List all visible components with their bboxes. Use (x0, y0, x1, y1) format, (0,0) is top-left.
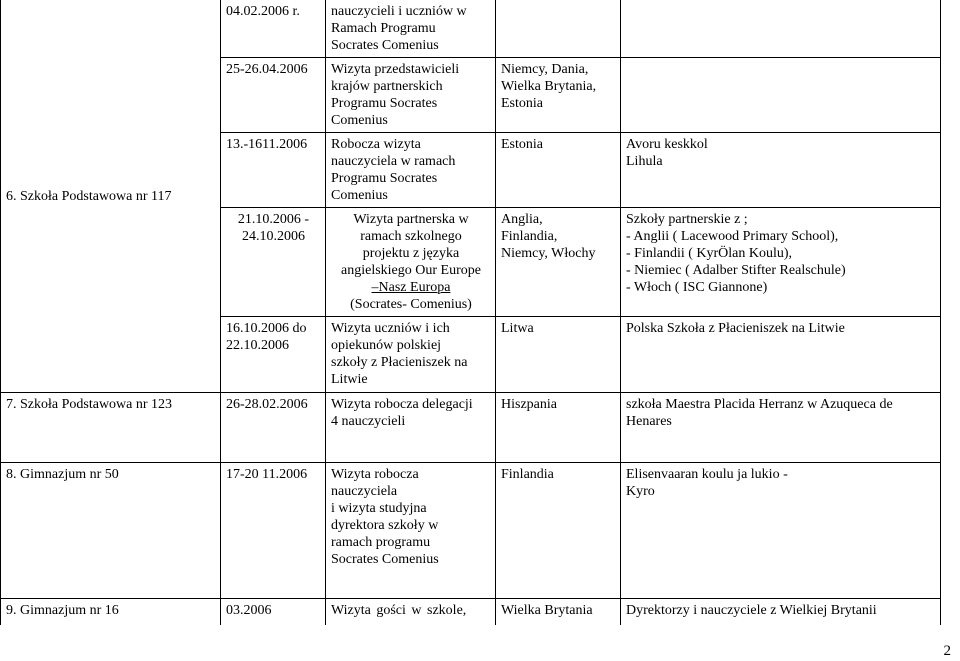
visit-country (496, 208, 621, 317)
visit-country (496, 317, 621, 393)
visit-description-line: projektu z języka (362, 246, 460, 261)
school-name (1, 393, 221, 463)
visit-country-text: Estonia (501, 137, 543, 152)
visit-description (326, 393, 496, 463)
school-name-text: 7. Szkoła Podstawowa nr 123 (6, 397, 173, 412)
visit-description-text: Robocza wizyta nauczyciela w ramach Programu Socrates Comenius (331, 137, 456, 203)
visit-description-text: Wizyta uczniów i ich opiekunów polskiej szkoły z Płacieniszek na Litwie (331, 321, 468, 387)
visit-country-text: Anglia, Finlandia, Niemcy, Włochy (501, 212, 596, 261)
visit-partner-text: Elisenvaaran koulu ja lukio - Kyro (626, 467, 788, 499)
visit-date-text: 17-20 11.2006 (226, 467, 308, 482)
school-name (1, 0, 221, 393)
visit-date-text: 21.10.2006 - 24.10.2006 (237, 212, 310, 244)
visit-date-text: 03.2006 (226, 603, 272, 618)
visit-partner-text: szkoła Maestra Placida Herranz w Azuqueca de Henares (626, 397, 893, 429)
visit-date (221, 599, 326, 625)
table-row (1, 599, 941, 625)
table-row (1, 463, 941, 599)
visit-date-text: 13.-1611.2006 (226, 137, 308, 152)
visit-date-text: 16.10.2006 do 22.10.2006 (226, 321, 307, 353)
visit-description-text: Wizyta przedstawicieli krajów partnerskich Programu Socrates Comenius (331, 62, 460, 128)
visit-description-line: ramach szkolnego (360, 229, 462, 244)
visit-date (221, 208, 326, 317)
visit-date (221, 463, 326, 599)
visit-description (326, 599, 496, 625)
visit-country (496, 0, 621, 58)
visit-country (496, 393, 621, 463)
visit-country-text: Wielka Brytania (501, 603, 593, 618)
visit-partner (621, 208, 941, 317)
visit-partner-text: Avoru keskkol Lihula (626, 137, 708, 169)
table-row (1, 0, 941, 58)
page-number: 2 (943, 643, 951, 659)
visit-description-line: Wizyta partnerska w (353, 212, 469, 227)
visit-description (326, 58, 496, 133)
visit-partner-text: Dyrektorzy i nauczyciele z Wielkiej Brytanii (626, 603, 877, 618)
visit-date-text: 26-28.02.2006 (226, 397, 308, 412)
visit-date (221, 133, 326, 208)
visit-description (326, 133, 496, 208)
visit-description (326, 0, 496, 58)
school-name-text: 9. Gimnazjum nr 16 (6, 603, 119, 618)
visit-date-text: 25-26.04.2006 (226, 62, 308, 77)
visit-description-text: Wizyta robocza nauczyciela i wizyta studyjna dyrektora szkoły w ramach programu Socrates Comenius (331, 467, 439, 567)
visit-country-text: Hiszpania (501, 397, 557, 412)
visit-partner-text: Szkoły partnerskie z ; - Anglii ( Lacewood Primary School), - Finlandii ( KyrÖlan Koulu), - Niemiec ( Adalber Stifter Realschule) - Włoch ( ISC Giannone) (626, 212, 846, 295)
visit-description-text: Wizyta robocza delegacji 4 nauczycieli (331, 397, 473, 429)
table-row (1, 393, 941, 463)
visit-country-text: Finlandia (501, 467, 554, 482)
visit-date-text: 04.02.2006 r. (226, 4, 300, 19)
visit-partner (621, 599, 941, 625)
visit-partner (621, 317, 941, 393)
visit-date (221, 58, 326, 133)
visit-description (326, 463, 496, 599)
visit-country (496, 58, 621, 133)
visit-partner (621, 133, 941, 208)
visit-description-text: nauczycieli i uczniów w Ramach Programu Socrates Comenius (331, 4, 467, 53)
school-name-text: 6. Szkoła Podstawowa nr 117 (6, 188, 172, 204)
visit-country-text: Litwa (501, 321, 534, 336)
visit-date (221, 0, 326, 58)
visit-date (221, 317, 326, 393)
visit-partner-text: Polska Szkoła z Płacieniszek na Litwie (626, 321, 845, 336)
visit-partner (621, 463, 941, 599)
visit-date (221, 393, 326, 463)
visit-country-text: Niemcy, Dania, Wielka Brytania, Estonia (501, 62, 597, 111)
visit-description-text: Wizyta gości w szkole, (331, 603, 467, 618)
visit-country (496, 599, 621, 625)
visit-partner (621, 393, 941, 463)
school-name-text: 8. Gimnazjum nr 50 (6, 467, 119, 482)
visit-country (496, 133, 621, 208)
visit-partner (621, 0, 941, 58)
visit-description-line: (Socrates- Comenius) (350, 297, 472, 312)
visit-description-line: –Nasz Europa (371, 280, 451, 295)
visit-description (326, 208, 496, 317)
visit-country (496, 463, 621, 599)
visit-description-line: angielskiego Our Europe (341, 263, 481, 278)
visit-description (326, 317, 496, 393)
school-name (1, 463, 221, 599)
visit-partner (621, 58, 941, 133)
school-name (1, 599, 221, 625)
